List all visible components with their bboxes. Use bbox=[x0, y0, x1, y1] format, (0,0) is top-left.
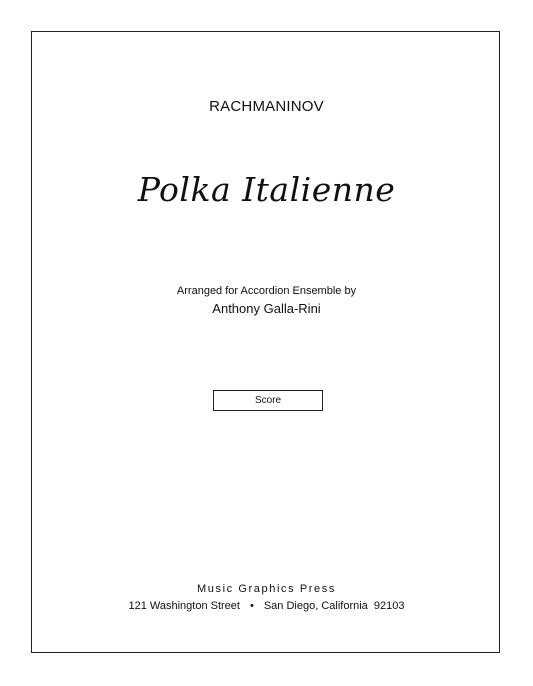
arranged-by-line: Arranged for Accordion Ensemble by bbox=[176, 285, 357, 297]
edition-label: Score bbox=[254, 395, 282, 406]
publisher-name: Music Graphics Press bbox=[197, 583, 336, 595]
composer-name: RACHMANINOV bbox=[209, 98, 324, 115]
address-street: 121 Washington Street bbox=[128, 600, 240, 612]
arranger-name: Anthony Galla-Rini bbox=[212, 301, 321, 316]
piece-title: Polka Italienne bbox=[137, 170, 396, 209]
address-separator: • bbox=[249, 600, 254, 612]
edition-label-box bbox=[213, 390, 323, 411]
address-city: San Diego, California 92103 bbox=[263, 600, 405, 612]
page-border bbox=[31, 31, 500, 653]
publisher-address bbox=[0, 600, 533, 612]
